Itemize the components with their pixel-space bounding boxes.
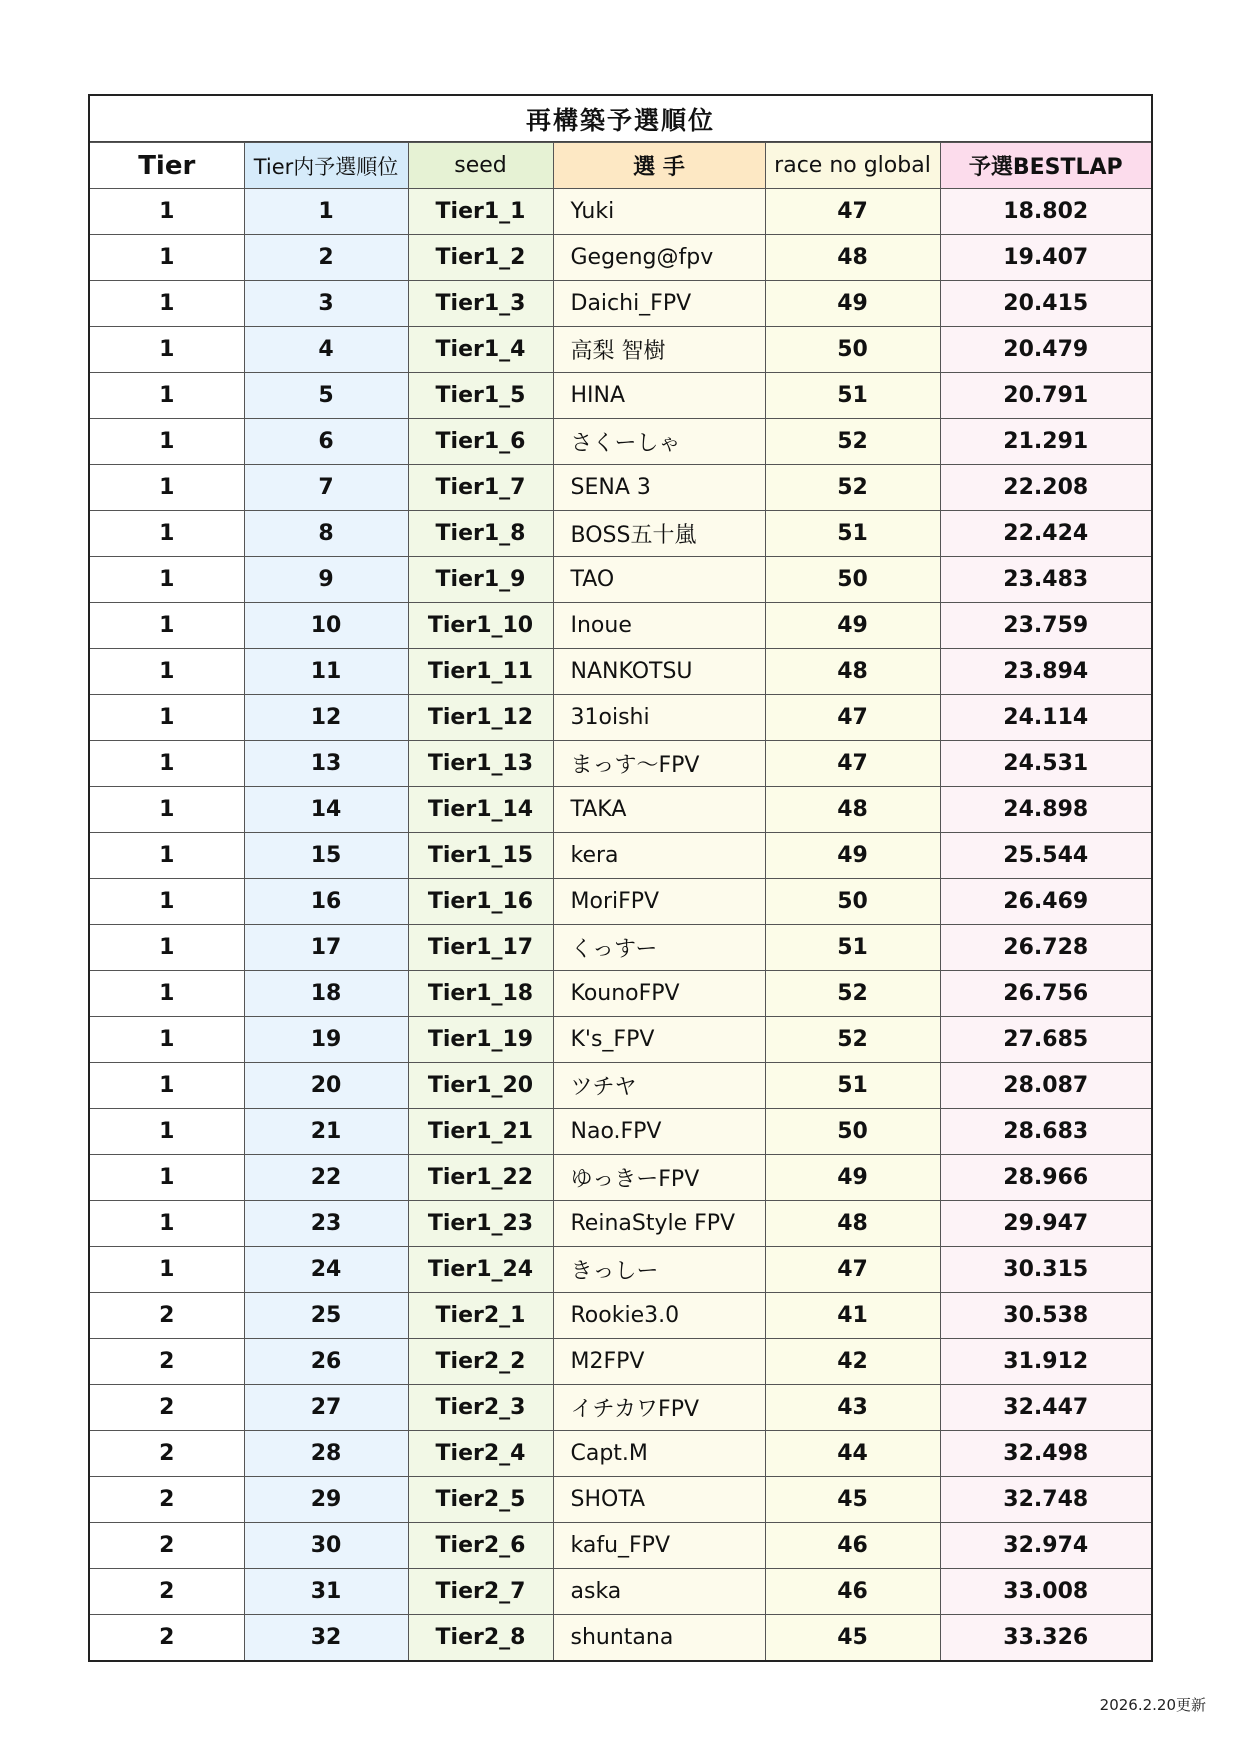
cell-pilot: 高梨 智樹 — [553, 327, 765, 373]
cell-tier: 1 — [90, 235, 244, 281]
cell-tier: 2 — [90, 1339, 244, 1385]
cell-pilot: 31oishi — [553, 695, 765, 741]
cell-tier-rank: 19 — [244, 1017, 408, 1063]
table-row — [90, 557, 1151, 603]
table-row — [90, 925, 1151, 971]
table-row — [90, 1247, 1151, 1293]
cell-race-no: 47 — [765, 741, 940, 787]
cell-tier-rank: 5 — [244, 373, 408, 419]
cell-tier: 1 — [90, 971, 244, 1017]
cell-tier-rank: 32 — [244, 1615, 408, 1661]
updated-date: 2026.2.20更新 — [1099, 1696, 1206, 1714]
cell-seed: Tier2_5 — [408, 1477, 553, 1523]
table-row — [90, 1615, 1151, 1661]
cell-tier: 1 — [90, 1201, 244, 1247]
cell-race-no: 42 — [765, 1339, 940, 1385]
header-tier-rank: Tier内予選順位 — [244, 143, 408, 189]
cell-pilot: kera — [553, 833, 765, 879]
cell-race-no: 41 — [765, 1293, 940, 1339]
table-row — [90, 373, 1151, 419]
cell-pilot: ツチヤ — [553, 1063, 765, 1109]
cell-race-no: 48 — [765, 649, 940, 695]
cell-tier-rank: 13 — [244, 741, 408, 787]
cell-tier-rank: 18 — [244, 971, 408, 1017]
ranking-table — [90, 142, 1151, 1660]
cell-tier-rank: 16 — [244, 879, 408, 925]
cell-tier: 1 — [90, 695, 244, 741]
table-row — [90, 1017, 1151, 1063]
cell-tier-rank: 11 — [244, 649, 408, 695]
cell-pilot: Rookie3.0 — [553, 1293, 765, 1339]
cell-pilot: aska — [553, 1569, 765, 1615]
cell-race-no: 49 — [765, 281, 940, 327]
table-row — [90, 971, 1151, 1017]
cell-seed: Tier1_10 — [408, 603, 553, 649]
cell-tier: 1 — [90, 649, 244, 695]
cell-pilot: きっしー — [553, 1247, 765, 1293]
cell-best-lap: 32.974 — [940, 1523, 1151, 1569]
header-tier: Tier — [90, 143, 244, 189]
cell-seed: Tier2_2 — [408, 1339, 553, 1385]
cell-pilot: SENA 3 — [553, 465, 765, 511]
header-pilot: 選 手 — [553, 143, 765, 189]
cell-best-lap: 28.087 — [940, 1063, 1151, 1109]
cell-race-no: 50 — [765, 557, 940, 603]
header-race-no: race no global — [765, 143, 940, 189]
table-row — [90, 1477, 1151, 1523]
cell-race-no: 48 — [765, 235, 940, 281]
cell-seed: Tier1_8 — [408, 511, 553, 557]
cell-tier-rank: 24 — [244, 1247, 408, 1293]
cell-best-lap: 22.208 — [940, 465, 1151, 511]
cell-seed: Tier1_7 — [408, 465, 553, 511]
cell-best-lap: 20.791 — [940, 373, 1151, 419]
table-row — [90, 235, 1151, 281]
cell-race-no: 43 — [765, 1385, 940, 1431]
cell-tier: 1 — [90, 373, 244, 419]
table-row — [90, 189, 1151, 235]
cell-race-no: 51 — [765, 925, 940, 971]
cell-tier: 1 — [90, 879, 244, 925]
table-row — [90, 281, 1151, 327]
cell-tier: 1 — [90, 787, 244, 833]
cell-seed: Tier1_18 — [408, 971, 553, 1017]
cell-tier: 1 — [90, 465, 244, 511]
cell-pilot: Yuki — [553, 189, 765, 235]
cell-seed: Tier1_21 — [408, 1109, 553, 1155]
cell-tier-rank: 28 — [244, 1431, 408, 1477]
cell-tier: 1 — [90, 1063, 244, 1109]
cell-best-lap: 21.291 — [940, 419, 1151, 465]
cell-pilot: Daichi_FPV — [553, 281, 765, 327]
cell-seed: Tier2_3 — [408, 1385, 553, 1431]
cell-race-no: 49 — [765, 833, 940, 879]
cell-pilot: Inoue — [553, 603, 765, 649]
cell-seed: Tier1_16 — [408, 879, 553, 925]
cell-tier: 1 — [90, 833, 244, 879]
header-row — [90, 143, 1151, 189]
cell-best-lap: 28.966 — [940, 1155, 1151, 1201]
cell-tier: 2 — [90, 1293, 244, 1339]
cell-race-no: 51 — [765, 1063, 940, 1109]
cell-tier-rank: 3 — [244, 281, 408, 327]
cell-pilot: shuntana — [553, 1615, 765, 1661]
cell-tier-rank: 12 — [244, 695, 408, 741]
table-body — [90, 189, 1151, 1661]
cell-pilot: SHOTA — [553, 1477, 765, 1523]
cell-race-no: 49 — [765, 1155, 940, 1201]
cell-tier-rank: 21 — [244, 1109, 408, 1155]
cell-best-lap: 26.469 — [940, 879, 1151, 925]
cell-seed: Tier1_14 — [408, 787, 553, 833]
table-row — [90, 1293, 1151, 1339]
cell-best-lap: 33.326 — [940, 1615, 1151, 1661]
table-row — [90, 1431, 1151, 1477]
cell-tier-rank: 27 — [244, 1385, 408, 1431]
cell-tier: 1 — [90, 925, 244, 971]
cell-seed: Tier2_4 — [408, 1431, 553, 1477]
cell-best-lap: 25.544 — [940, 833, 1151, 879]
cell-best-lap: 24.898 — [940, 787, 1151, 833]
table-row — [90, 649, 1151, 695]
cell-pilot: まっす〜FPV — [553, 741, 765, 787]
cell-race-no: 45 — [765, 1477, 940, 1523]
cell-pilot: イチカワFPV — [553, 1385, 765, 1431]
table-row — [90, 465, 1151, 511]
cell-pilot: NANKOTSU — [553, 649, 765, 695]
cell-tier-rank: 30 — [244, 1523, 408, 1569]
cell-tier-rank: 10 — [244, 603, 408, 649]
cell-race-no: 47 — [765, 189, 940, 235]
cell-best-lap: 33.008 — [940, 1569, 1151, 1615]
cell-pilot: Nao.FPV — [553, 1109, 765, 1155]
cell-seed: Tier1_23 — [408, 1201, 553, 1247]
cell-seed: Tier1_24 — [408, 1247, 553, 1293]
cell-best-lap: 26.728 — [940, 925, 1151, 971]
cell-pilot: M2FPV — [553, 1339, 765, 1385]
cell-seed: Tier1_11 — [408, 649, 553, 695]
sheet-title: 再構築予選順位 — [90, 96, 1151, 142]
cell-tier-rank: 23 — [244, 1201, 408, 1247]
cell-tier: 2 — [90, 1477, 244, 1523]
cell-best-lap: 20.479 — [940, 327, 1151, 373]
cell-race-no: 48 — [765, 787, 940, 833]
cell-best-lap: 20.415 — [940, 281, 1151, 327]
cell-tier: 1 — [90, 327, 244, 373]
cell-race-no: 52 — [765, 465, 940, 511]
cell-seed: Tier1_5 — [408, 373, 553, 419]
cell-seed: Tier1_9 — [408, 557, 553, 603]
table-row — [90, 1385, 1151, 1431]
cell-tier-rank: 31 — [244, 1569, 408, 1615]
cell-best-lap: 24.531 — [940, 741, 1151, 787]
cell-seed: Tier2_8 — [408, 1615, 553, 1661]
table-row — [90, 1523, 1151, 1569]
cell-best-lap: 30.315 — [940, 1247, 1151, 1293]
cell-pilot: KounoFPV — [553, 971, 765, 1017]
table-row — [90, 879, 1151, 925]
cell-seed: Tier1_3 — [408, 281, 553, 327]
cell-tier-rank: 4 — [244, 327, 408, 373]
cell-race-no: 49 — [765, 603, 940, 649]
cell-tier: 1 — [90, 1017, 244, 1063]
cell-pilot: kafu_FPV — [553, 1523, 765, 1569]
cell-race-no: 50 — [765, 879, 940, 925]
cell-pilot: HINA — [553, 373, 765, 419]
table-row — [90, 419, 1151, 465]
table-row — [90, 1569, 1151, 1615]
cell-tier: 2 — [90, 1569, 244, 1615]
cell-race-no: 46 — [765, 1569, 940, 1615]
cell-best-lap: 19.407 — [940, 235, 1151, 281]
cell-tier: 2 — [90, 1615, 244, 1661]
cell-tier: 2 — [90, 1523, 244, 1569]
cell-pilot: TAKA — [553, 787, 765, 833]
table-row — [90, 327, 1151, 373]
cell-tier-rank: 15 — [244, 833, 408, 879]
cell-best-lap: 31.912 — [940, 1339, 1151, 1385]
table-row — [90, 511, 1151, 557]
cell-tier: 1 — [90, 1247, 244, 1293]
cell-seed: Tier2_1 — [408, 1293, 553, 1339]
cell-seed: Tier1_1 — [408, 189, 553, 235]
cell-race-no: 51 — [765, 373, 940, 419]
header-seed: seed — [408, 143, 553, 189]
cell-tier-rank: 1 — [244, 189, 408, 235]
cell-tier-rank: 20 — [244, 1063, 408, 1109]
cell-best-lap: 24.114 — [940, 695, 1151, 741]
cell-tier-rank: 17 — [244, 925, 408, 971]
cell-pilot: ReinaStyle FPV — [553, 1201, 765, 1247]
cell-tier: 1 — [90, 281, 244, 327]
cell-best-lap: 26.756 — [940, 971, 1151, 1017]
cell-tier-rank: 6 — [244, 419, 408, 465]
cell-race-no: 47 — [765, 695, 940, 741]
cell-pilot: MoriFPV — [553, 879, 765, 925]
cell-pilot: K's_FPV — [553, 1017, 765, 1063]
cell-best-lap: 29.947 — [940, 1201, 1151, 1247]
cell-tier: 1 — [90, 1109, 244, 1155]
cell-tier-rank: 25 — [244, 1293, 408, 1339]
cell-best-lap: 18.802 — [940, 189, 1151, 235]
cell-pilot: Capt.M — [553, 1431, 765, 1477]
table-row — [90, 1109, 1151, 1155]
cell-seed: Tier1_12 — [408, 695, 553, 741]
table-row — [90, 1201, 1151, 1247]
cell-best-lap: 32.447 — [940, 1385, 1151, 1431]
cell-race-no: 45 — [765, 1615, 940, 1661]
cell-tier: 1 — [90, 557, 244, 603]
cell-tier-rank: 14 — [244, 787, 408, 833]
header-best-lap: 予選BESTLAP — [940, 143, 1151, 189]
ranking-sheet — [88, 94, 1153, 1662]
cell-race-no: 51 — [765, 511, 940, 557]
cell-pilot: Gegeng@fpv — [553, 235, 765, 281]
table-row — [90, 603, 1151, 649]
cell-seed: Tier1_19 — [408, 1017, 553, 1063]
cell-race-no: 48 — [765, 1201, 940, 1247]
cell-tier: 1 — [90, 189, 244, 235]
cell-pilot: TAO — [553, 557, 765, 603]
cell-race-no: 52 — [765, 419, 940, 465]
cell-best-lap: 28.683 — [940, 1109, 1151, 1155]
table-row — [90, 833, 1151, 879]
cell-pilot: くっすー — [553, 925, 765, 971]
cell-tier-rank: 29 — [244, 1477, 408, 1523]
cell-seed: Tier1_2 — [408, 235, 553, 281]
cell-seed: Tier1_20 — [408, 1063, 553, 1109]
cell-seed: Tier1_13 — [408, 741, 553, 787]
table-row — [90, 1063, 1151, 1109]
cell-pilot: BOSS五十嵐 — [553, 511, 765, 557]
cell-tier-rank: 9 — [244, 557, 408, 603]
table-row — [90, 1339, 1151, 1385]
cell-race-no: 46 — [765, 1523, 940, 1569]
cell-tier-rank: 26 — [244, 1339, 408, 1385]
cell-tier: 1 — [90, 1155, 244, 1201]
cell-best-lap: 23.894 — [940, 649, 1151, 695]
cell-seed: Tier1_6 — [408, 419, 553, 465]
cell-seed: Tier2_7 — [408, 1569, 553, 1615]
cell-tier: 1 — [90, 419, 244, 465]
cell-tier-rank: 2 — [244, 235, 408, 281]
cell-tier: 2 — [90, 1431, 244, 1477]
table-row — [90, 1155, 1151, 1201]
cell-best-lap: 23.759 — [940, 603, 1151, 649]
cell-tier: 1 — [90, 511, 244, 557]
cell-race-no: 52 — [765, 1017, 940, 1063]
cell-tier-rank: 7 — [244, 465, 408, 511]
cell-race-no: 44 — [765, 1431, 940, 1477]
cell-seed: Tier2_6 — [408, 1523, 553, 1569]
cell-best-lap: 23.483 — [940, 557, 1151, 603]
cell-race-no: 47 — [765, 1247, 940, 1293]
cell-best-lap: 27.685 — [940, 1017, 1151, 1063]
cell-tier-rank: 8 — [244, 511, 408, 557]
cell-seed: Tier1_17 — [408, 925, 553, 971]
table-row — [90, 787, 1151, 833]
cell-best-lap: 32.748 — [940, 1477, 1151, 1523]
table-row — [90, 741, 1151, 787]
cell-tier: 2 — [90, 1385, 244, 1431]
cell-best-lap: 22.424 — [940, 511, 1151, 557]
cell-pilot: ゆっきーFPV — [553, 1155, 765, 1201]
table-row — [90, 695, 1151, 741]
cell-best-lap: 30.538 — [940, 1293, 1151, 1339]
cell-tier: 1 — [90, 741, 244, 787]
cell-best-lap: 32.498 — [940, 1431, 1151, 1477]
cell-pilot: さくーしゃ — [553, 419, 765, 465]
cell-seed: Tier1_22 — [408, 1155, 553, 1201]
cell-race-no: 50 — [765, 327, 940, 373]
cell-tier: 1 — [90, 603, 244, 649]
cell-seed: Tier1_15 — [408, 833, 553, 879]
cell-seed: Tier1_4 — [408, 327, 553, 373]
cell-race-no: 50 — [765, 1109, 940, 1155]
cell-race-no: 52 — [765, 971, 940, 1017]
cell-tier-rank: 22 — [244, 1155, 408, 1201]
